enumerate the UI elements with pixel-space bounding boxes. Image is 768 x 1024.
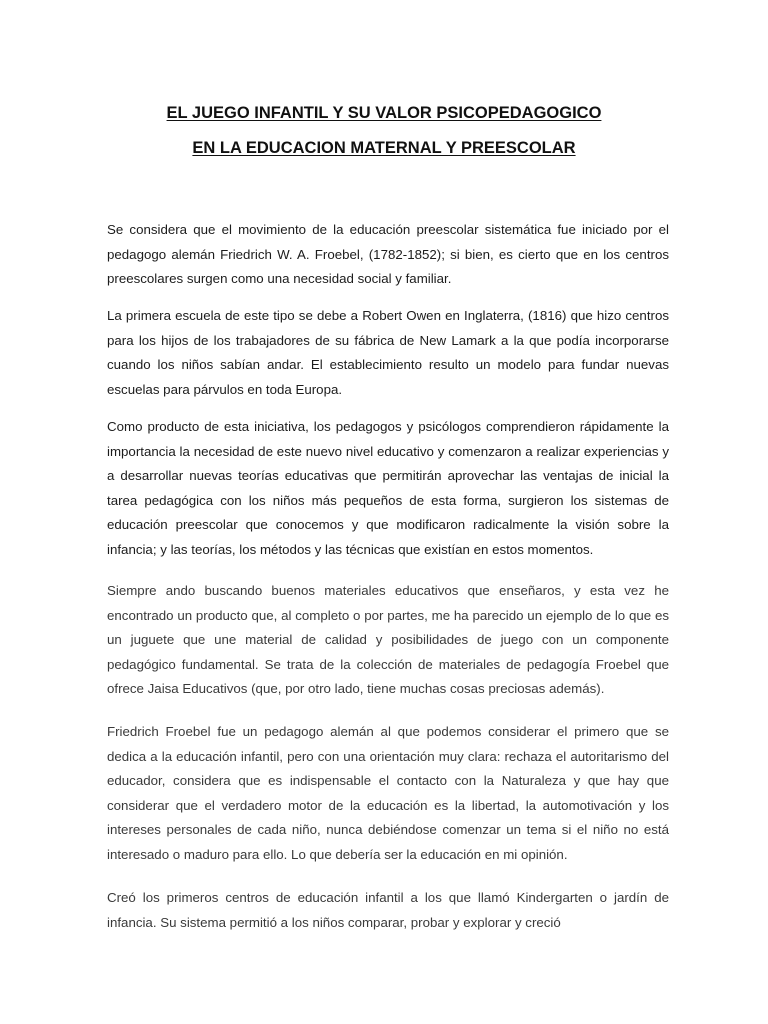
title-line-1: [0, 103, 768, 123]
paragraph-6: Creó los primeros centros de educación infantil a los que llamó Kindergarten o jardín de infancia. Su sistema permitió a los niños comparar, probar y explorar y creció: [107, 890, 669, 930]
paragraph-1: Se considera que el movimiento de la educación preescolar sistemática fue iniciado por el pedagogo alemán Friedrich W. A. Froebel, (1782-1852); si bien, es cierto que en los centros preescolares surgen como una necesidad social y familiar.: [107, 222, 669, 287]
title-line-1-text: EL JUEGO INFANTIL Y SU VALOR PSICOPEDAGOGICO: [166, 104, 602, 122]
paragraph-2: La primera escuela de este tipo se debe a Robert Owen en Inglaterra, (1816) que hizo centros para los hijos de los trabajadores de su fábrica de New Lamark a la que podía incorporarse cuando los niños sabían andar. El establecimiento resulto un modelo para fundar nuevas escuelas para párvulos en toda Europa.: [107, 308, 669, 397]
paragraph-5: Friedrich Froebel fue un pedagogo alemán al que podemos considerar el primero que se dedica a la educación infantil, pero con una orientación muy clara: rechaza el autoritarismo del educador, considera que es indispensable el contacto con la Naturaleza y que hay que considerar que el verdadero motor de la educación es la libertad, la automotivación y los intereses personales de cada niño, nunca debiéndose comenzar un tema si el niño no está interesado o maduro para ello. Lo que debería ser la educación en mi opinión.: [107, 724, 669, 862]
document-title: [0, 103, 768, 158]
paragraph-4: Siempre ando buscando buenos materiales educativos que enseñaros, y esta vez he encontrado un producto que, al completo o por partes, me ha parecido un ejemplo de lo que es un juguete que une material de calidad y posibilidades de juego con un componente pedagógico fundamental. Se trata de la colección de materiales de pedagogía Froebel que ofrece Jaisa Educativos (que, por otro lado, tiene muchas cosas preciosas además).: [107, 583, 669, 697]
title-line-2-text: EN LA EDUCACION MATERNAL Y PREESCOLAR: [192, 139, 576, 157]
paragraph-3: Como producto de esta iniciativa, los pedagogos y psicólogos comprendieron rápidamente la importancia la necesidad de este nuevo nivel educativo y comenzaron a realizar experiencias y a desarrollar nuevas teorías educativas que permitirán aprovechar las ventajas de inicial la tarea pedagógica con los niños más pequeños de esta forma, surgieron los sistemas de educación preescolar que conocemos y que modificaron radicalmente la visión sobre la infancia; y las teorías, los métodos y las técnicas que existían en estos momentos.: [107, 419, 669, 557]
title-line-2: [0, 138, 768, 158]
